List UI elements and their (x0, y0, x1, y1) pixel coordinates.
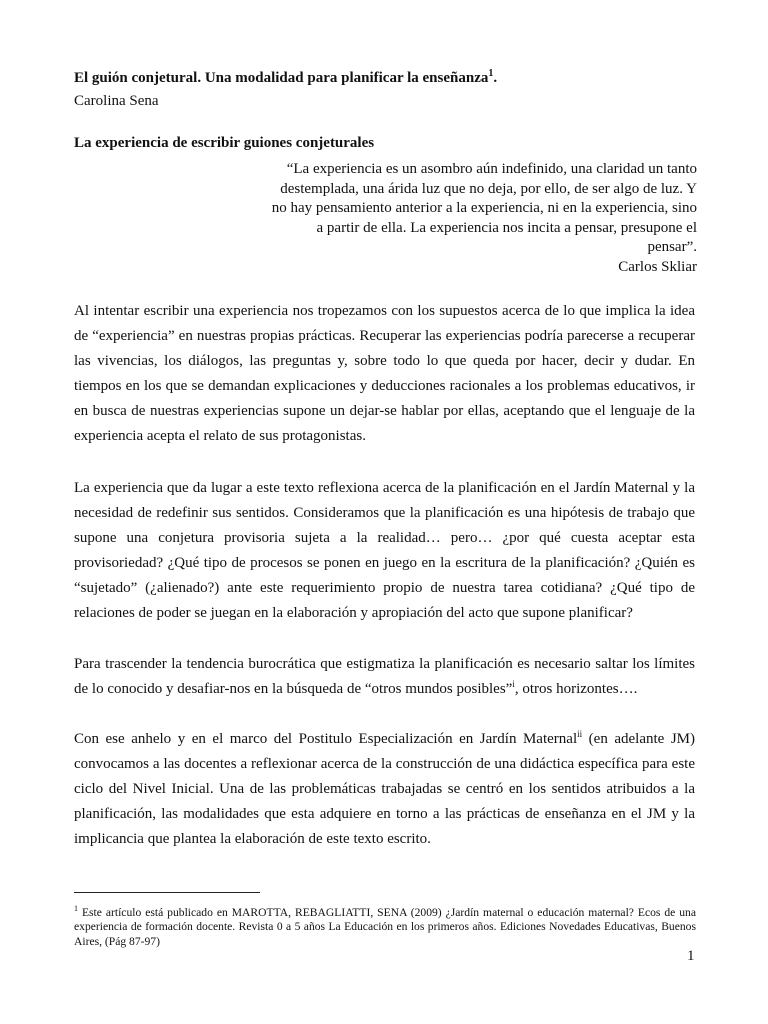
epigraph-line: pensar”. (647, 239, 697, 255)
footnote (74, 902, 696, 949)
body-paragraph-3 (74, 652, 695, 702)
epigraph-quote (250, 160, 697, 277)
epigraph-author: Carlos Skliar (618, 258, 697, 275)
body-paragraph-4 (74, 727, 695, 852)
paragraph-text: Con ese anhelo y en el marco del Postitulo Especialización en Jardín Maternal (74, 731, 578, 747)
epigraph-line: no hay pensamiento anterior a la experiencia, ni en la experiencia, sino (271, 200, 697, 216)
author-name: Carolina Sena (74, 93, 159, 109)
paragraph-text: , otros horizontes…. (514, 681, 638, 697)
paragraph-text: Para trascender la tendencia burocrática que estigmatiza la planificación es necesario saltar los límites de lo conocido y desafiar-nos en la búsqueda de “otros mundos posibles” (74, 656, 695, 697)
footnote-separator (74, 892, 260, 893)
endnote-marker: ii (577, 729, 583, 739)
epigraph-line: “La experiencia es un asombro aún indefinido, una claridad un tanto (286, 161, 697, 177)
title-text: El guión conjetural. Una modalidad para planificar la enseñanza (74, 70, 489, 86)
footnote-marker: 1 (74, 904, 78, 913)
endnote-marker: i (512, 679, 515, 689)
document-title (74, 68, 497, 87)
body-paragraph-1: Al intentar escribir una experiencia nos tropezamos con los supuestos acerca de lo que implica la idea de “experiencia” en nuestras propias prácticas. Recuperar las experiencias podría parecerse a recuperar las vivencias, los diálogos, las preguntas y, sobre todo lo que queda por hacer, decir y dudar. En tiempos en los que se demandan explicaciones y deducciones racionales a los problemas educativos, ir en busca de nuestras experiencias supone un dejar-se hablar por ellas, aceptando que el lenguaje de la experiencia acepta el relato de sus protagonistas. (74, 303, 695, 444)
title-footnote-marker: 1 (488, 68, 494, 79)
paragraph-text: (en adelante JM) convocamos a las docentes a reflexionar acerca de la construcción de una didáctica específica para este ciclo del Nivel Inicial. Una de las problemáticas trabajadas se centró en los sentidos atribuidos a la planificación, las modalidades que esta adquiere en torno a las prácticas de enseñanza en el JM y la implicancia que plantea la elaboración de este texto escrito. (74, 731, 695, 847)
body-paragraph-2: La experiencia que da lugar a este texto reflexiona acerca de la planificación en el Jardín Maternal y la necesidad de redefinir sus sentidos. Consideramos que la planificación es una hipótesis de trabajo que supone una conjetura provisoria sujeta a la realidad… pero… ¿por qué cuesta aceptar esta provisoriedad? ¿Qué tipo de procesos se ponen en juego en la escritura de la planificación? ¿Quién es “sujetado” (¿alienado?) ante este requerimiento propio de nuestra tarea cotidiana? ¿Qué tipo de relaciones de poder se juegan en la elaboración y apropiación del acto que supone planificar? (74, 480, 695, 621)
title-end-punctuation: . (493, 70, 498, 86)
footnote-text: Este artículo está publicado en MAROTTA, REBAGLIATTI, SENA (2009) ¿Jardín maternal o educación maternal? Ecos de una experiencia de formación docente. Revista 0 a 5 años La Educación en los primeros años. Ediciones Novedades Educativas, Buenos Aires, (Pág 87-97) (74, 905, 696, 948)
epigraph-line: a partir de ella. La experiencia nos incita a pensar, presupone el (316, 219, 697, 236)
section-heading: La experiencia de escribir guiones conjeturales (74, 135, 375, 151)
page-number: 1 (687, 948, 695, 964)
epigraph-line: destemplada, una árida luz que no deja, por ello, de ser algo de luz. Y (280, 180, 697, 197)
